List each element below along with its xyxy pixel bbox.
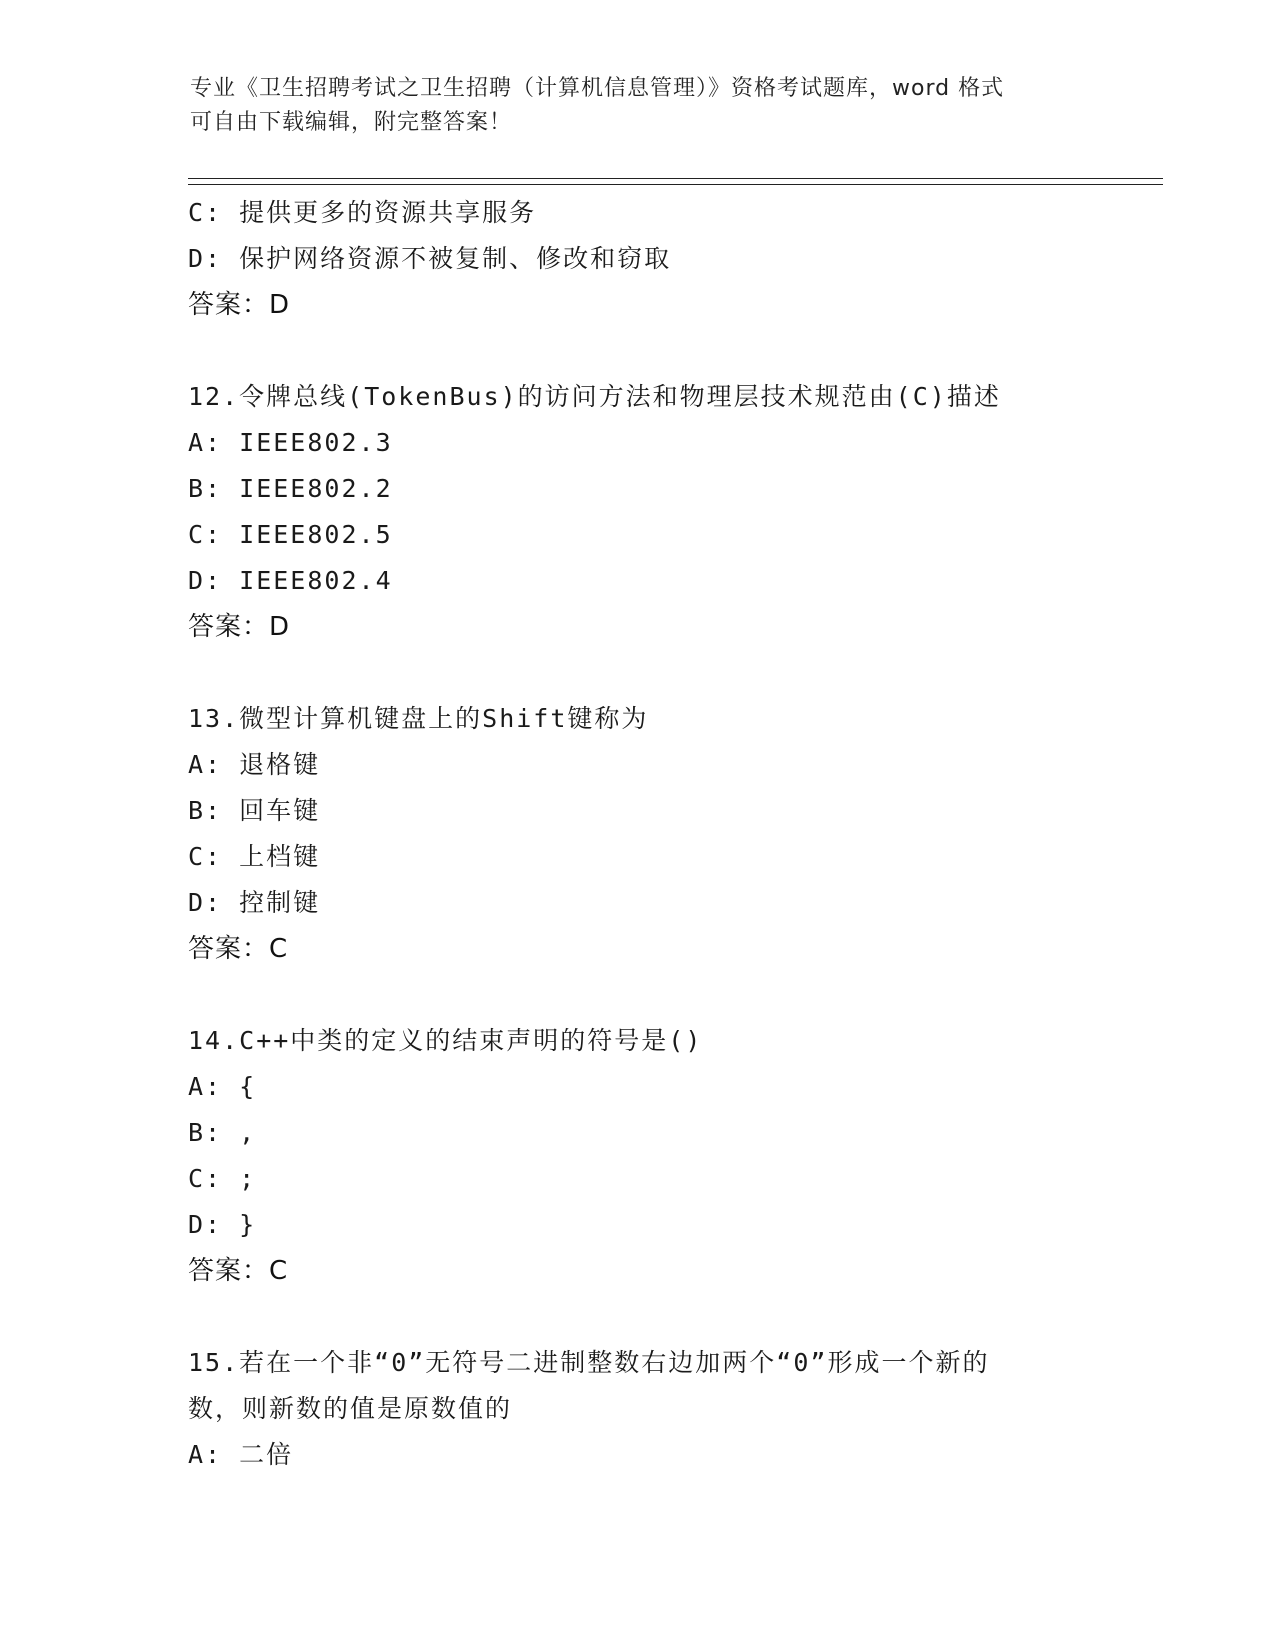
document-header [190,72,1090,140]
option-a: A: { [188,1072,257,1101]
option-b: B: IEEE802.2 [188,474,393,503]
header-divider-top [188,178,1163,179]
header-title-line-2: 可自由下载编辑，附完整答案！ [190,110,513,135]
spacer [188,650,1148,696]
answer: 答案：D [188,290,291,320]
header-title-line-1: 专业《卫生招聘考试之卫生招聘（计算机信息管理）》资格考试题库，word 格式 [190,76,1005,101]
option-c: C: IEEE802.5 [188,520,393,549]
question-14 [188,1018,1148,1294]
answer: 答案：D [188,612,291,642]
option-c: C: 上档键 [188,842,321,871]
question-11-continued [188,190,1148,328]
question-stem-line-1: 15.若在一个非“0”无符号二进制整数右边加两个“0”形成一个新的 [188,1348,990,1377]
question-stem: 12.令牌总线(TokenBus)的访问方法和物理层技术规范由(C)描述 [188,382,1001,411]
question-13 [188,696,1148,972]
spacer [188,1294,1148,1340]
option-d: D: IEEE802.4 [188,566,393,595]
option-d: D: 保护网络资源不被复制、修改和窃取 [188,244,672,273]
option-c: C: ; [188,1164,257,1193]
option-d: D: } [188,1210,257,1239]
option-a: A: IEEE802.3 [188,428,393,457]
question-stem: 14.C++中类的定义的结束声明的符号是() [188,1026,703,1055]
spacer [188,972,1148,1018]
question-12 [188,374,1148,650]
question-stem: 13.微型计算机键盘上的Shift键称为 [188,704,649,733]
option-b: B: , [188,1118,257,1147]
option-c: C: 提供更多的资源共享服务 [188,198,537,227]
question-stem-line-2: 数，则新数的值是原数值的 [188,1394,513,1423]
option-a: A: 二倍 [188,1440,294,1469]
spacer [188,328,1148,374]
answer: 答案：C [188,1256,289,1286]
question-15 [188,1340,1148,1478]
option-b: B: 回车键 [188,796,321,825]
question-list [188,190,1148,1478]
answer: 答案：C [188,934,289,964]
option-d: D: 控制键 [188,888,321,917]
option-a: A: 退格键 [188,750,321,779]
header-divider-bottom [188,184,1163,185]
